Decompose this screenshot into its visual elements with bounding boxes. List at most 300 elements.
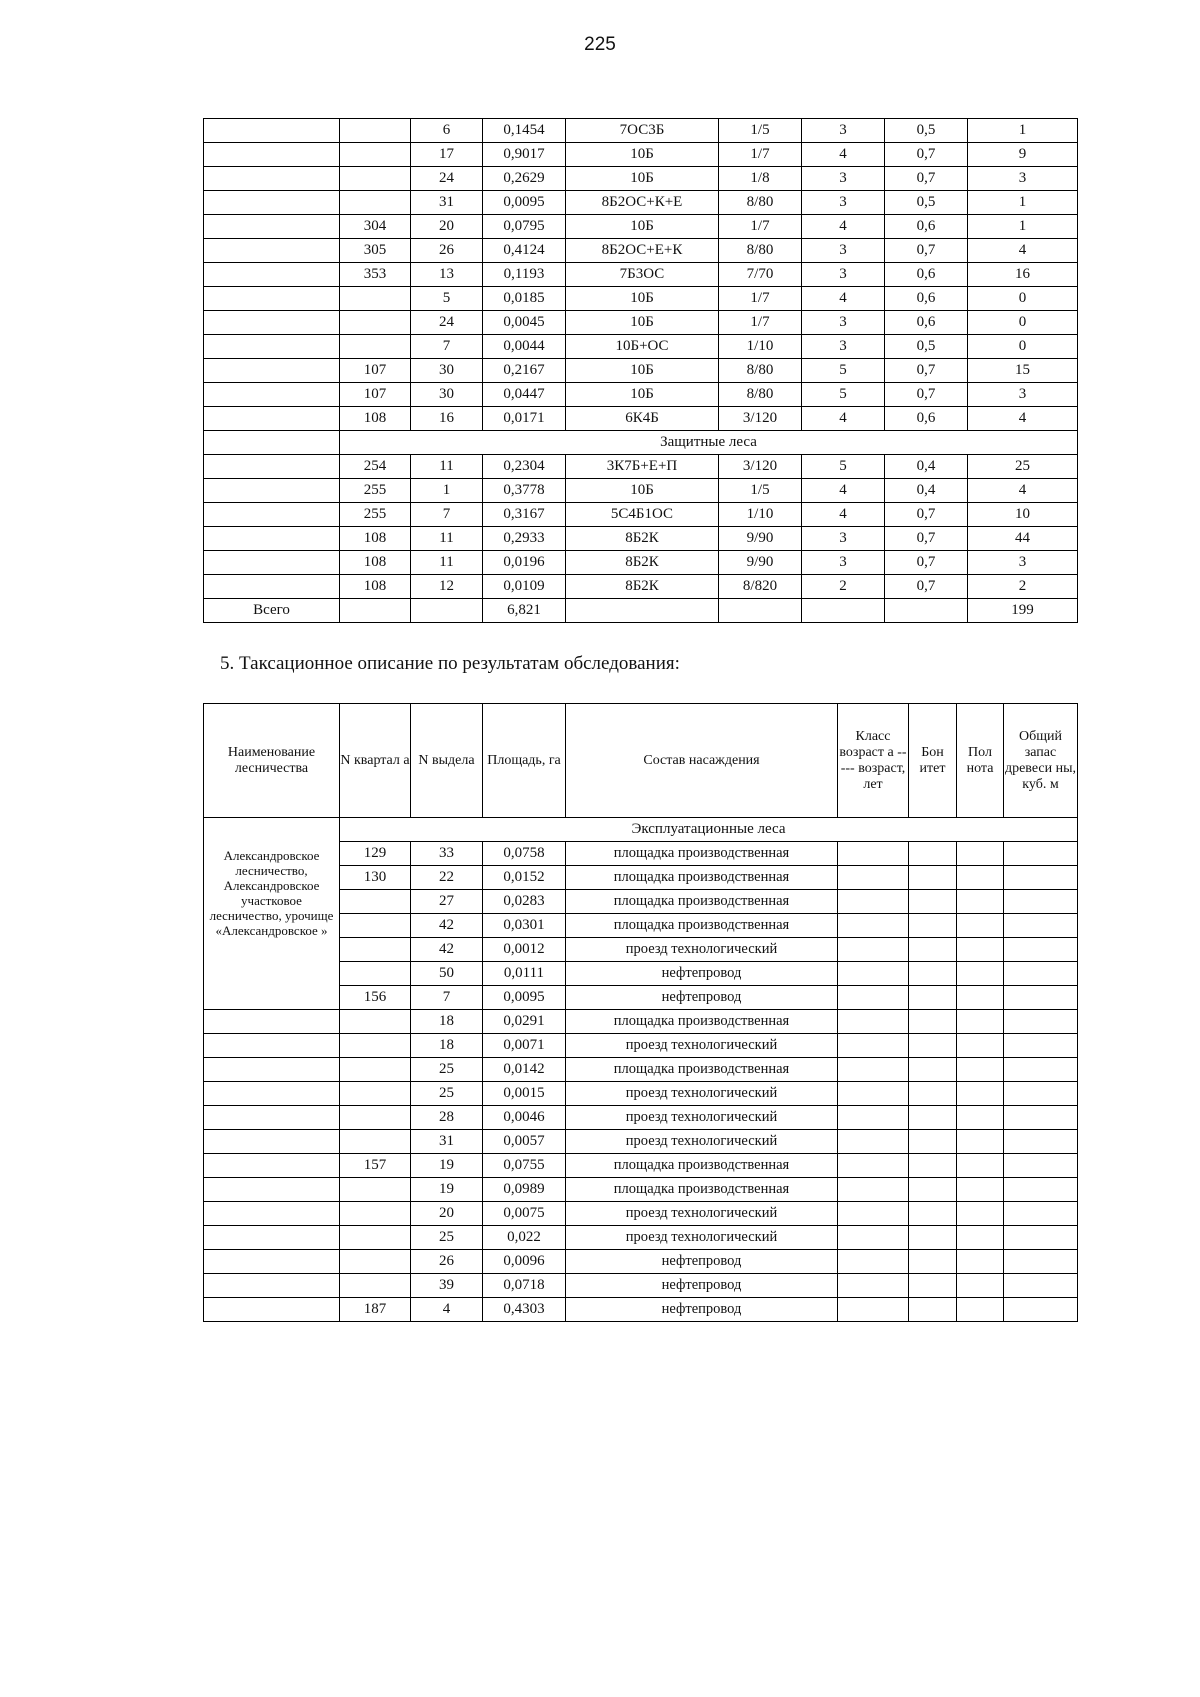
table-row (204, 407, 1078, 431)
table-cell: 305 (340, 239, 411, 263)
table-cell (909, 1274, 957, 1298)
table-cell (909, 962, 957, 986)
table-cell: 4 (802, 407, 885, 431)
table-cell: 10Б (566, 215, 719, 239)
table-cell: 7/70 (719, 263, 802, 287)
table-row (204, 359, 1078, 383)
table-cell: 4 (802, 287, 885, 311)
table-cell: 0,0142 (483, 1058, 566, 1082)
table-cell (957, 842, 1004, 866)
table-cell: 24 (411, 167, 483, 191)
table-cell (838, 1274, 909, 1298)
total-cell (566, 599, 719, 623)
table-cell: 0,0718 (483, 1274, 566, 1298)
total-cell: 6,821 (483, 599, 566, 623)
table-cell: 353 (340, 263, 411, 287)
table-cell (909, 1226, 957, 1250)
table-cell: 8/820 (719, 575, 802, 599)
table-cell: 3 (968, 167, 1078, 191)
table-cell: нефтепровод (566, 986, 838, 1010)
table-cell: площадка производственная (566, 866, 838, 890)
table-cell (1004, 1250, 1078, 1274)
table-cell (204, 1034, 340, 1058)
table-cell: 0,3167 (483, 503, 566, 527)
table-cell: 7ОС3Б (566, 119, 719, 143)
table-cell (204, 431, 340, 455)
table-cell: 22 (411, 866, 483, 890)
table-cell (204, 575, 340, 599)
table-cell: 0,0095 (483, 191, 566, 215)
table-cell (204, 263, 340, 287)
table-cell (204, 1130, 340, 1154)
table-cell: 108 (340, 527, 411, 551)
table-cell (957, 890, 1004, 914)
table-header-row (204, 704, 1078, 818)
table-cell: 42 (411, 914, 483, 938)
table-cell: 0,7 (885, 383, 968, 407)
table-cell: 3 (802, 335, 885, 359)
table-cell: 0,5 (885, 119, 968, 143)
table-cell (204, 143, 340, 167)
table-cell (1004, 1274, 1078, 1298)
table-row (204, 1010, 1078, 1034)
table-row (204, 1154, 1078, 1178)
table-cell: проезд технологический (566, 938, 838, 962)
table-cell (204, 1106, 340, 1130)
table-cell: 10 (968, 503, 1078, 527)
table-cell: 0,0044 (483, 335, 566, 359)
table-cell: 16 (411, 407, 483, 431)
table-cell (838, 1250, 909, 1274)
table-cell: 0,6 (885, 215, 968, 239)
table-cell (909, 866, 957, 890)
table-cell (204, 359, 340, 383)
table-cell (957, 986, 1004, 1010)
table-cell: 10Б (566, 167, 719, 191)
table-cell (957, 1106, 1004, 1130)
table-cell: проезд технологический (566, 1202, 838, 1226)
table-cell: нефтепровод (566, 1250, 838, 1274)
column-header: N квартал а (340, 704, 411, 818)
table-cell (1004, 1082, 1078, 1106)
table-cell: 8/80 (719, 359, 802, 383)
table-cell: 304 (340, 215, 411, 239)
table-cell: 44 (968, 527, 1078, 551)
table-cell (957, 1226, 1004, 1250)
table-cell: 0,0046 (483, 1106, 566, 1130)
table-cell: 254 (340, 455, 411, 479)
table-cell (340, 119, 411, 143)
table-cell: 0,0185 (483, 287, 566, 311)
table-cell: 0,2167 (483, 359, 566, 383)
table-cell (204, 335, 340, 359)
column-header: Бон итет (909, 704, 957, 818)
table-cell (957, 866, 1004, 890)
table-cell (204, 1058, 340, 1082)
table-cell: проезд технологический (566, 1106, 838, 1130)
table-cell (909, 1058, 957, 1082)
table-cell: 50 (411, 962, 483, 986)
table-row (204, 215, 1078, 239)
table-cell: 8/80 (719, 383, 802, 407)
table-row (204, 263, 1078, 287)
table-cell (838, 1226, 909, 1250)
table-cell: 130 (340, 866, 411, 890)
table-cell: 39 (411, 1274, 483, 1298)
table-cell (340, 335, 411, 359)
table-cell: площадка производственная (566, 914, 838, 938)
table-cell (204, 503, 340, 527)
section-row (204, 818, 1078, 842)
table-cell: 0,7 (885, 167, 968, 191)
table-cell: 0,5 (885, 191, 968, 215)
table-cell (957, 1034, 1004, 1058)
table-cell: 0,6 (885, 407, 968, 431)
table-cell: 3 (802, 263, 885, 287)
table-cell (204, 1178, 340, 1202)
table-cell (340, 1082, 411, 1106)
table-cell: 7 (411, 986, 483, 1010)
table-cell: 8Б2К (566, 575, 719, 599)
table-row (204, 191, 1078, 215)
table-cell (340, 143, 411, 167)
table-row (204, 455, 1078, 479)
table-cell: 25 (411, 1226, 483, 1250)
column-header: N выдела (411, 704, 483, 818)
table-cell: 0,1454 (483, 119, 566, 143)
table-row (204, 1130, 1078, 1154)
column-header: Пол нота (957, 704, 1004, 818)
table-cell: 11 (411, 527, 483, 551)
table-cell: 0,7 (885, 575, 968, 599)
table-cell (957, 1274, 1004, 1298)
table-cell (909, 1106, 957, 1130)
table-cell (1004, 1226, 1078, 1250)
table-cell: 0,9017 (483, 143, 566, 167)
table-row (204, 335, 1078, 359)
table-cell: 4 (968, 479, 1078, 503)
table-row (204, 1226, 1078, 1250)
table-cell (1004, 1298, 1078, 1322)
table-cell: 8Б2ОС+К+Е (566, 191, 719, 215)
table-cell (838, 1130, 909, 1154)
table-cell (1004, 890, 1078, 914)
table-cell: 108 (340, 551, 411, 575)
table-cell (204, 119, 340, 143)
table-cell (340, 287, 411, 311)
table-cell: площадка производственная (566, 1010, 838, 1034)
table-cell: 3 (968, 383, 1078, 407)
table-cell: 4 (802, 215, 885, 239)
table-cell: 255 (340, 503, 411, 527)
table-cell: 7 (411, 335, 483, 359)
table-row (204, 1274, 1078, 1298)
table-row (204, 1106, 1078, 1130)
table-cell (204, 311, 340, 335)
table-cell: 26 (411, 239, 483, 263)
table-cell (340, 1034, 411, 1058)
table-cell: 187 (340, 1298, 411, 1322)
forestry-name-cell: Александровское лесничество, Александровское участковое лесничество, урочище «Александровское » (204, 818, 340, 1010)
table-cell: площадка производственная (566, 1178, 838, 1202)
table-cell (204, 1298, 340, 1322)
section-heading: 5. Таксационное описание по результатам обследования: (220, 653, 680, 674)
table-cell (909, 1250, 957, 1274)
table-cell: 255 (340, 479, 411, 503)
table-cell: площадка производственная (566, 1058, 838, 1082)
table-cell (204, 1082, 340, 1106)
table-cell: 5 (802, 359, 885, 383)
table-cell (340, 1010, 411, 1034)
table-cell: 3 (802, 551, 885, 575)
table-cell: 0,0071 (483, 1034, 566, 1058)
table-cell: 9/90 (719, 551, 802, 575)
total-cell (411, 599, 483, 623)
table-cell: 3 (802, 191, 885, 215)
table-cell: 7 (411, 503, 483, 527)
table-cell: 1/7 (719, 143, 802, 167)
table-cell (909, 1130, 957, 1154)
table-cell: 33 (411, 842, 483, 866)
table-cell: 10Б (566, 479, 719, 503)
table-row (204, 143, 1078, 167)
total-cell (719, 599, 802, 623)
table-cell: 3 (802, 167, 885, 191)
table-cell: площадка производственная (566, 842, 838, 866)
table-cell (957, 1298, 1004, 1322)
table-cell (340, 1226, 411, 1250)
table-cell: 0,0196 (483, 551, 566, 575)
table-cell: 4 (968, 407, 1078, 431)
table-cell (838, 914, 909, 938)
table-cell: 0,7 (885, 143, 968, 167)
table-cell (1004, 1154, 1078, 1178)
table-cell (909, 1010, 957, 1034)
table-cell (909, 914, 957, 938)
table-cell: 1/10 (719, 503, 802, 527)
table-cell: 1/10 (719, 335, 802, 359)
table-cell: 5 (411, 287, 483, 311)
table-cell: 0,7 (885, 503, 968, 527)
table-cell (204, 1250, 340, 1274)
table-cell (909, 938, 957, 962)
table-cell (838, 986, 909, 1010)
table-cell (838, 1202, 909, 1226)
table-cell (957, 1058, 1004, 1082)
table-cell: 4 (968, 239, 1078, 263)
table-cell (957, 1178, 1004, 1202)
table-cell (1004, 866, 1078, 890)
table-cell: 10Б (566, 383, 719, 407)
table-cell: 0,0755 (483, 1154, 566, 1178)
table-cell: 0,2629 (483, 167, 566, 191)
table-cell: 9 (968, 143, 1078, 167)
table-cell: 4 (802, 503, 885, 527)
table-cell (204, 287, 340, 311)
table-cell: проезд технологический (566, 1130, 838, 1154)
table-cell: 15 (968, 359, 1078, 383)
table-row (204, 383, 1078, 407)
table-cell (1004, 962, 1078, 986)
table-cell (340, 914, 411, 938)
table-row (204, 1202, 1078, 1226)
table-cell: 10Б (566, 359, 719, 383)
table-cell: 8/80 (719, 191, 802, 215)
table-cell (1004, 1130, 1078, 1154)
table-cell (838, 866, 909, 890)
column-header: Общий запас древеси ны, куб. м (1004, 704, 1078, 818)
table-cell (204, 239, 340, 263)
table-row (204, 551, 1078, 575)
table-cell: 2 (968, 575, 1078, 599)
table-cell: 0,0012 (483, 938, 566, 962)
table-cell (340, 167, 411, 191)
table-cell (204, 1010, 340, 1034)
table-cell (204, 383, 340, 407)
table-cell (204, 167, 340, 191)
table-cell: площадка производственная (566, 1154, 838, 1178)
column-header: Класс возраст а ----- возраст, лет (838, 704, 909, 818)
table-cell (1004, 1058, 1078, 1082)
table-cell (909, 986, 957, 1010)
table-cell (204, 479, 340, 503)
table-cell: 3 (802, 119, 885, 143)
table-cell: 18 (411, 1034, 483, 1058)
table-cell: 4 (802, 479, 885, 503)
table-cell (204, 1154, 340, 1178)
table-cell (340, 938, 411, 962)
table-cell (340, 1058, 411, 1082)
table-cell (909, 1034, 957, 1058)
table-cell: 108 (340, 575, 411, 599)
table-cell: 0,2933 (483, 527, 566, 551)
table-cell: 0,7 (885, 527, 968, 551)
table-cell: 5 (802, 383, 885, 407)
total-cell (885, 599, 968, 623)
table-cell: нефтепровод (566, 1274, 838, 1298)
table-cell: 31 (411, 1130, 483, 1154)
table-cell: 1/7 (719, 287, 802, 311)
table-row (204, 1178, 1078, 1202)
table-cell (838, 1106, 909, 1130)
table-row (204, 1082, 1078, 1106)
table-cell: 0,0171 (483, 407, 566, 431)
table-cell: 0 (968, 335, 1078, 359)
total-cell (802, 599, 885, 623)
table-cell (838, 962, 909, 986)
table-cell (1004, 842, 1078, 866)
table-cell: 6К4Б (566, 407, 719, 431)
table-cell (1004, 938, 1078, 962)
table-cell: 0,0096 (483, 1250, 566, 1274)
table-cell: 0,5 (885, 335, 968, 359)
table-cell: 0,0291 (483, 1010, 566, 1034)
table-cell (909, 1298, 957, 1322)
table-cell: нефтепровод (566, 1298, 838, 1322)
table-cell: 1/8 (719, 167, 802, 191)
total-cell: Всего (204, 599, 340, 623)
table-cell: 25 (968, 455, 1078, 479)
column-header: Наименование лесничества (204, 704, 340, 818)
table-cell (204, 455, 340, 479)
column-header: Площадь, га (483, 704, 566, 818)
table-cell (340, 1178, 411, 1202)
table-cell (909, 842, 957, 866)
table-cell: 0,0057 (483, 1130, 566, 1154)
table-cell: 0,0989 (483, 1178, 566, 1202)
table-cell (1004, 986, 1078, 1010)
table-cell: 1/7 (719, 215, 802, 239)
total-cell: 199 (968, 599, 1078, 623)
table-cell: 1/5 (719, 119, 802, 143)
table-cell (340, 1202, 411, 1226)
table-cell: 0,0015 (483, 1082, 566, 1106)
table-cell: 13 (411, 263, 483, 287)
table-cell: 20 (411, 1202, 483, 1226)
stand-inventory-table (203, 118, 1078, 623)
column-header: Состав насаждения (566, 704, 838, 818)
table-cell: 0,0045 (483, 311, 566, 335)
table-cell: 0 (968, 311, 1078, 335)
table-cell: 129 (340, 842, 411, 866)
table-cell: 1 (968, 215, 1078, 239)
table-cell (1004, 1106, 1078, 1130)
table-cell: 19 (411, 1178, 483, 1202)
table-cell: 4 (802, 143, 885, 167)
table-cell: 0,1193 (483, 263, 566, 287)
table-cell: 1/5 (719, 479, 802, 503)
table-cell (340, 311, 411, 335)
table-cell: 0,0111 (483, 962, 566, 986)
table-cell (1004, 1010, 1078, 1034)
table-cell (838, 1298, 909, 1322)
table-cell (838, 1154, 909, 1178)
table-row (204, 1058, 1078, 1082)
table-cell (838, 1034, 909, 1058)
table-cell (957, 914, 1004, 938)
table-cell: 0 (968, 287, 1078, 311)
table-row (204, 119, 1078, 143)
table-cell: проезд технологический (566, 1082, 838, 1106)
section-label: Защитные леса (340, 431, 1078, 455)
section-row (204, 431, 1078, 455)
table-row (204, 239, 1078, 263)
table-cell: 7Б3ОС (566, 263, 719, 287)
table-cell: 3/120 (719, 407, 802, 431)
table-row (204, 1250, 1078, 1274)
table-cell: 3 (968, 551, 1078, 575)
table-cell: 3 (802, 527, 885, 551)
table-cell (838, 1010, 909, 1034)
table-cell (340, 191, 411, 215)
table-cell: 30 (411, 359, 483, 383)
table-cell: 1/7 (719, 311, 802, 335)
table-cell: 28 (411, 1106, 483, 1130)
table-cell: 0,0758 (483, 842, 566, 866)
table-cell: 12 (411, 575, 483, 599)
table-cell: 0,022 (483, 1226, 566, 1250)
table-cell: 17 (411, 143, 483, 167)
table-row (204, 311, 1078, 335)
table-cell (204, 527, 340, 551)
table-cell: 30 (411, 383, 483, 407)
table-cell (909, 1178, 957, 1202)
table-cell (340, 1274, 411, 1298)
table-cell (340, 1250, 411, 1274)
table-cell (838, 890, 909, 914)
table-cell (957, 1130, 1004, 1154)
table-cell: 0,4124 (483, 239, 566, 263)
